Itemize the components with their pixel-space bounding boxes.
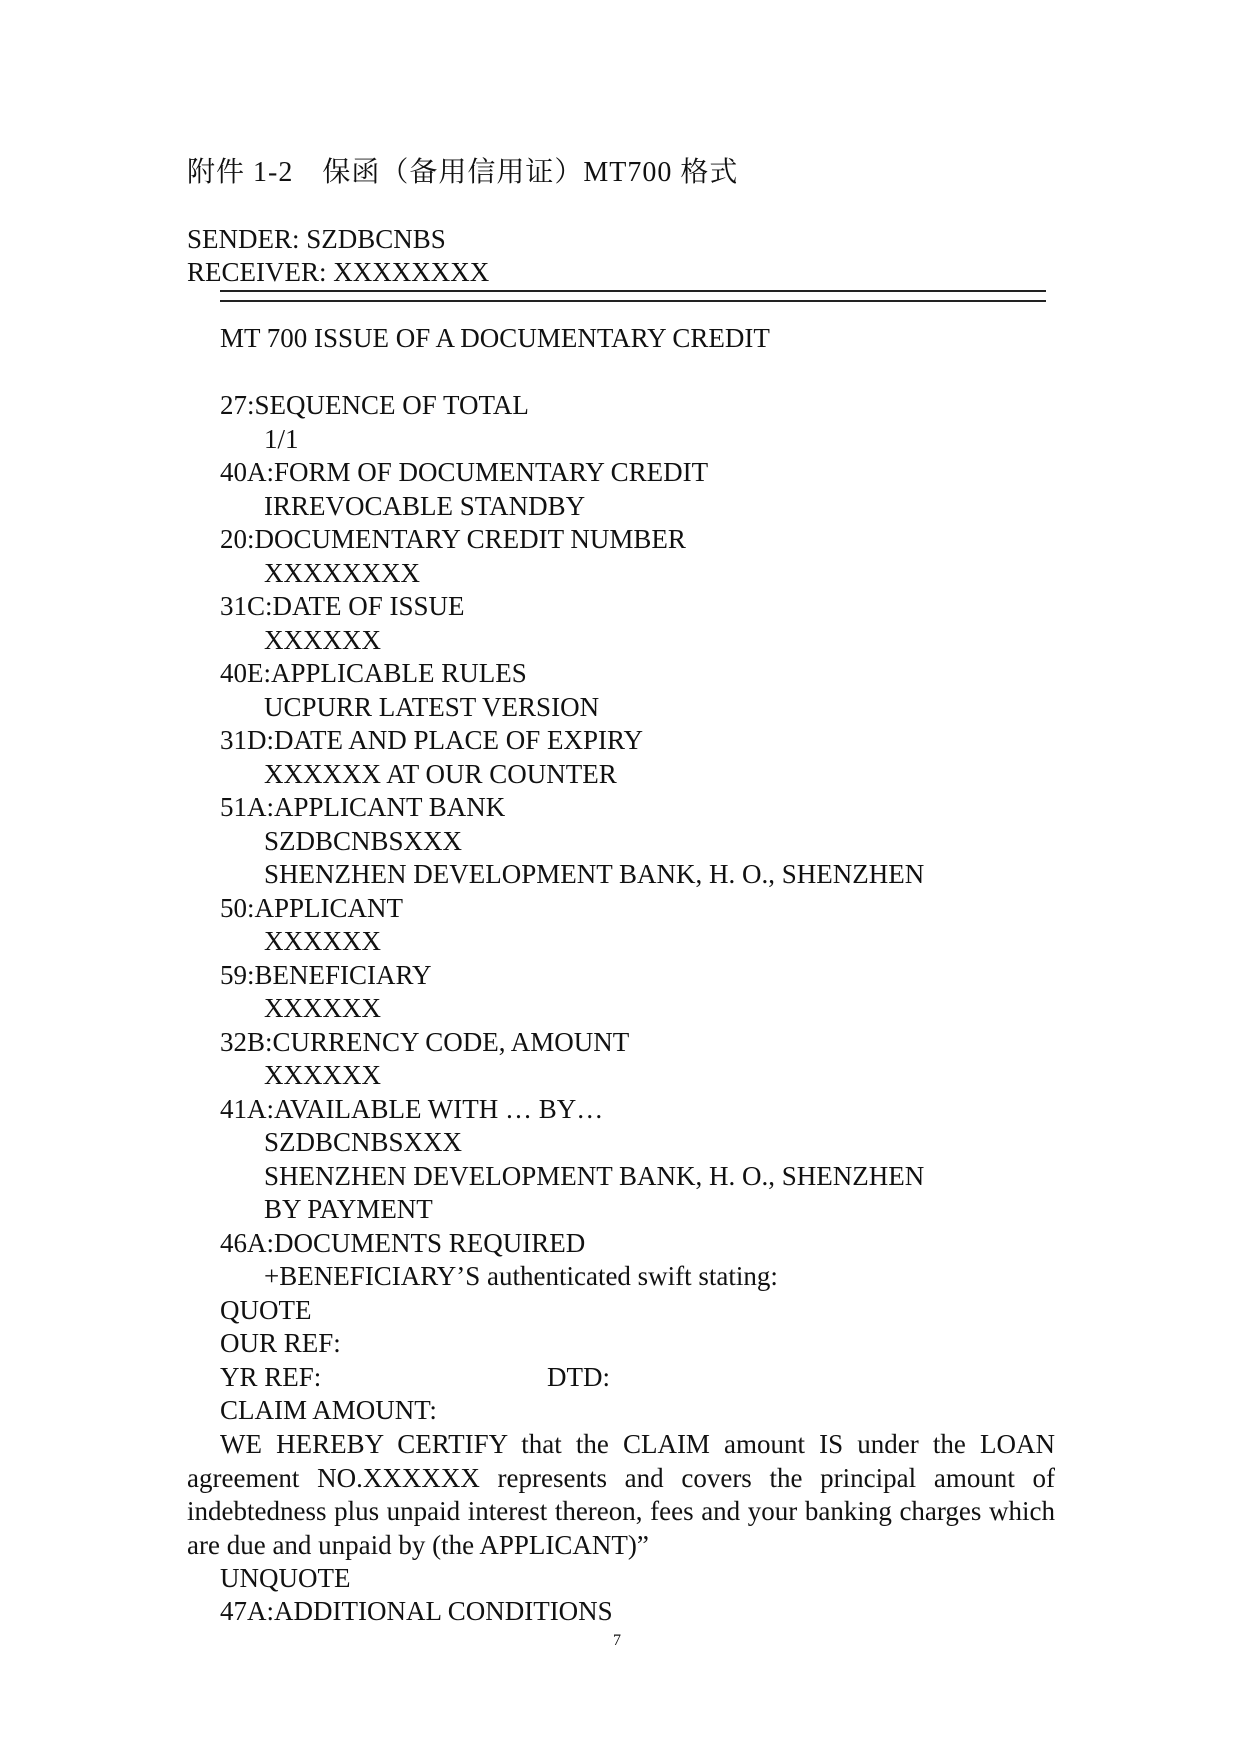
field-tag: 41A:AVAILABLE WITH … BY… (220, 1094, 604, 1124)
field-tag: 31C:DATE OF ISSUE (220, 591, 465, 621)
field-value: SZDBCNBSXXX (264, 1127, 463, 1157)
field-value: +BENEFICIARY’S authenticated swift stating: (264, 1261, 778, 1291)
receiver-line: RECEIVER: XXXXXXXX (187, 257, 490, 287)
sender-line: SENDER: SZDBCNBS (187, 224, 446, 254)
field-value: 1/1 (264, 424, 299, 454)
message-type-line: MT 700 ISSUE OF A DOCUMENTARY CREDIT (220, 323, 770, 353)
field-value: XXXXXX AT OUR COUNTER (264, 759, 617, 789)
quote-label: QUOTE (220, 1295, 312, 1325)
field-value: XXXXXX (264, 1060, 381, 1090)
field-tag: 46A:DOCUMENTS REQUIRED (220, 1228, 586, 1258)
field-value: SZDBCNBSXXX (264, 826, 463, 856)
yr-ref-label: YR REF: (220, 1362, 322, 1392)
field-tag: 20:DOCUMENTARY CREDIT NUMBER (220, 524, 686, 554)
field-value: XXXXXX (264, 926, 381, 956)
field-tag: 51A:APPLICANT BANK (220, 792, 506, 822)
double-rule-divider (220, 290, 1046, 302)
attachment-title: 附件 1-2 保函（备用信用证）MT700 格式 (187, 157, 739, 188)
field-value: SHENZHEN DEVELOPMENT BANK, H. O., SHENZHEN (264, 859, 925, 889)
field-value: SHENZHEN DEVELOPMENT BANK, H. O., SHENZHEN (264, 1161, 925, 1191)
our-ref-label: OUR REF: (220, 1328, 341, 1358)
field-tag: 31D:DATE AND PLACE OF EXPIRY (220, 725, 644, 755)
field-tag: 59:BENEFICIARY (220, 960, 432, 990)
dtd-label: DTD: (547, 1362, 610, 1392)
field-value: BY PAYMENT (264, 1194, 433, 1224)
field-tag: 40E:APPLICABLE RULES (220, 658, 527, 688)
field-tag: 32B:CURRENCY CODE, AMOUNT (220, 1027, 630, 1057)
field-value: XXXXXX (264, 993, 381, 1023)
field-value: XXXXXXXX (264, 558, 420, 588)
field-value: XXXXXX (264, 625, 381, 655)
unquote-label: UNQUOTE (220, 1563, 351, 1593)
field-value: IRREVOCABLE STANDBY (264, 491, 586, 521)
field-tag: 47A:ADDITIONAL CONDITIONS (220, 1596, 613, 1626)
certification-paragraph: WE HEREBY CERTIFY that the CLAIM amount IS under the LOAN agreement NO.XXXXXX represents and covers the principal amount of indebtedness plus unpaid interest thereon, fees and your banking charges which are due and unpaid by (the APPLICANT)” (187, 1429, 1055, 1560)
field-value: UCPURR LATEST VERSION (264, 692, 600, 722)
field-tag: 50:APPLICANT (220, 893, 404, 923)
field-tag: 40A:FORM OF DOCUMENTARY CREDIT (220, 457, 709, 487)
page-number: 7 (613, 1632, 621, 1649)
claim-amount-label: CLAIM AMOUNT: (220, 1395, 437, 1425)
field-tag: 27:SEQUENCE OF TOTAL (220, 390, 529, 420)
